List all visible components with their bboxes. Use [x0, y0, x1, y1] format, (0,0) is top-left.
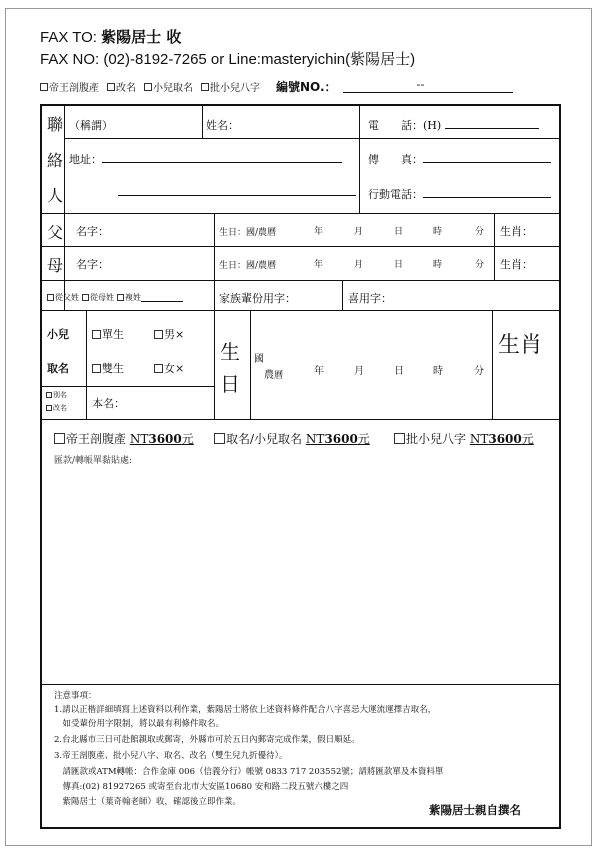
serial-label: 編號NO.： — [276, 80, 337, 94]
rename-option[interactable]: 改名 — [46, 403, 67, 413]
fax-field[interactable] — [423, 151, 551, 163]
signature: 紫陽居士親自撰名 — [429, 803, 521, 817]
father-birth-label: 生日：國/農曆 — [219, 228, 277, 238]
note-line: 2.台北縣市三日可赴館親取或郵寄，外縣市可於五日內郵寄完成作業，假日順延。 — [54, 735, 360, 745]
child-zodiac-label: 生肖 — [498, 333, 543, 358]
birth-char-2: 日 — [220, 372, 240, 396]
checkbox[interactable] — [47, 294, 54, 301]
contact-side-3: 人 — [47, 186, 64, 205]
address-field-2[interactable] — [118, 184, 356, 196]
note-line: 3.帝王剖腹產、批小兒八字、取名、改名（雙生兒九折優待）。 — [54, 751, 288, 761]
guo-label: 國 — [254, 354, 264, 365]
phone-field[interactable] — [445, 117, 539, 129]
address-field[interactable] — [102, 151, 342, 163]
alias-option[interactable]: 別名 — [46, 390, 67, 400]
preferred-label: 喜用字： — [348, 292, 392, 305]
service-bazi[interactable]: 批小兒八字 — [201, 79, 260, 94]
child-label-2: 取名 — [47, 362, 69, 375]
single-option[interactable]: 單生 — [92, 326, 124, 342]
mother-birth-label: 生日：國/農曆 — [219, 261, 277, 271]
address-label: 地址： — [69, 151, 342, 167]
fax-label: 傳 真： — [368, 151, 551, 167]
mother-label: 母 — [47, 256, 64, 275]
fax-to-name: 紫陽居士 收 — [101, 28, 182, 46]
note-line: 請匯款或ATM轉帳：合作金庫 006（信義分行）帳號 0833 717 203552號；請將匯款單及本資料單 — [54, 767, 444, 777]
father-name-label: 名字： — [76, 225, 109, 238]
contact-side-1: 聯 — [47, 115, 64, 134]
checkbox[interactable] — [82, 294, 89, 301]
note-line: 傳真:(02) 81927265 或寄至台北市大安區10680 安和路二段五號六樓之四 — [54, 782, 349, 792]
service-caesarean[interactable]: 帝王剖腹產 — [40, 79, 99, 94]
price-bazi[interactable]: 批小兒八字 NT3600元 — [394, 430, 534, 447]
father-label: 父 — [47, 223, 64, 242]
generation-label: 家族輩份用字： — [219, 292, 296, 305]
serial-value: -- — [416, 78, 425, 91]
twin-option[interactable]: 雙生 — [92, 360, 124, 376]
checkbox[interactable] — [201, 83, 209, 91]
mother-name-label: 名字： — [76, 258, 109, 271]
form-frame: 聯 絡 人 （稱謂） 姓名： 電 話：(H) 地址： 傳 真： 行動電話： 父 名字： 生日：國/農曆 年 月 日 時 分 生肖： 母 名字： 生日：國/農曆 年 月 日 時 分 生肖： 從父姓 從母姓 複姓 家族輩份用字： 喜用字： 小兒 取名 單生 男× 雙生 女× 別名 改名 本名： 生 日 國 農曆 年 月 日 時 分 生肖 帝王剖腹產 NT3600元 取名/小兒取名 NT3600元 批小兒八字 NT3600元 匯款/轉帳單黏貼處: 注意事項： 1.請以正楷詳細填寫上述資料以利作業，紫陽居士將依上述資料條件配合八字喜忌大運流運擇吉取名， 如受輩份用字限制，將以最有利條件取名。 2.台北縣市三日可赴館親取或郵寄，外縣市可於五日內郵寄完成作業，假日順延。 3.帝王剖腹產、批小兒八字、取名、改名（雙生兒九折優待）。 請匯款或ATM轉帳：合作金庫 006（信義分行）帳號 0833 717 203552號；請將匯款單及本資料單 傳真:(02) 81927265 或寄至台北市大安區10680 安和路二段五號六樓之四 紫陽居士（葉奇翰老師）收，確認後立即作業。 紫陽居士親自撰名 — [40, 104, 561, 829]
note-line: 1.請以正楷詳細填寫上述資料以利作業，紫陽居士將依上述資料條件配合八字喜忌大運流運擇吉取名， — [54, 705, 437, 715]
note-line: 如受輩份用字限制，將以最有利條件取名。 — [54, 719, 225, 729]
checkbox[interactable] — [40, 83, 48, 91]
checkbox[interactable] — [107, 83, 115, 91]
remit-note: 匯款/轉帳單黏貼處: — [54, 456, 133, 466]
female-option[interactable]: 女× — [154, 360, 184, 376]
original-name-label: 本名： — [92, 397, 125, 410]
compound-surname-field[interactable] — [141, 293, 183, 302]
address-line-2 — [118, 184, 356, 199]
mobile-label: 行動電話： — [368, 186, 551, 202]
birth-char-1: 生 — [220, 340, 240, 364]
name-label: 姓名： — [206, 119, 239, 132]
service-child-naming[interactable]: 小兒取名 — [144, 79, 193, 94]
fax-to-line — [40, 26, 181, 47]
checkbox[interactable] — [144, 83, 152, 91]
fax-no-line: FAX NO: (02)-8192-7265 or Line:masteryichin(紫陽居士) — [40, 51, 416, 68]
service-rename[interactable]: 改名 — [107, 79, 136, 94]
price-caesarean[interactable]: 帝王剖腹產 NT3600元 — [54, 430, 194, 447]
contact-side-2: 絡 — [47, 151, 64, 170]
notes-title: 注意事項： — [54, 691, 97, 701]
service-checkboxes — [40, 78, 513, 95]
mother-zodiac-label: 生肖： — [500, 258, 533, 271]
checkbox[interactable] — [117, 294, 124, 301]
phone-label: 電 話：(H) — [368, 117, 539, 133]
father-zodiac-label: 生肖： — [500, 225, 533, 238]
serial-field[interactable] — [343, 80, 513, 93]
child-label-1: 小兒 — [47, 328, 69, 341]
male-option[interactable]: 男× — [154, 326, 184, 342]
note-line: 紫陽居士（葉奇翰老師）收，確認後立即作業。 — [54, 797, 242, 807]
fax-to-prefix: FAX TO: — [40, 29, 102, 46]
title-label: （稱謂） — [69, 119, 113, 132]
mobile-field[interactable] — [423, 186, 551, 198]
surname-options: 從父姓 從母姓 複姓 — [47, 292, 183, 303]
price-naming[interactable]: 取名/小兒取名 NT3600元 — [214, 430, 370, 447]
